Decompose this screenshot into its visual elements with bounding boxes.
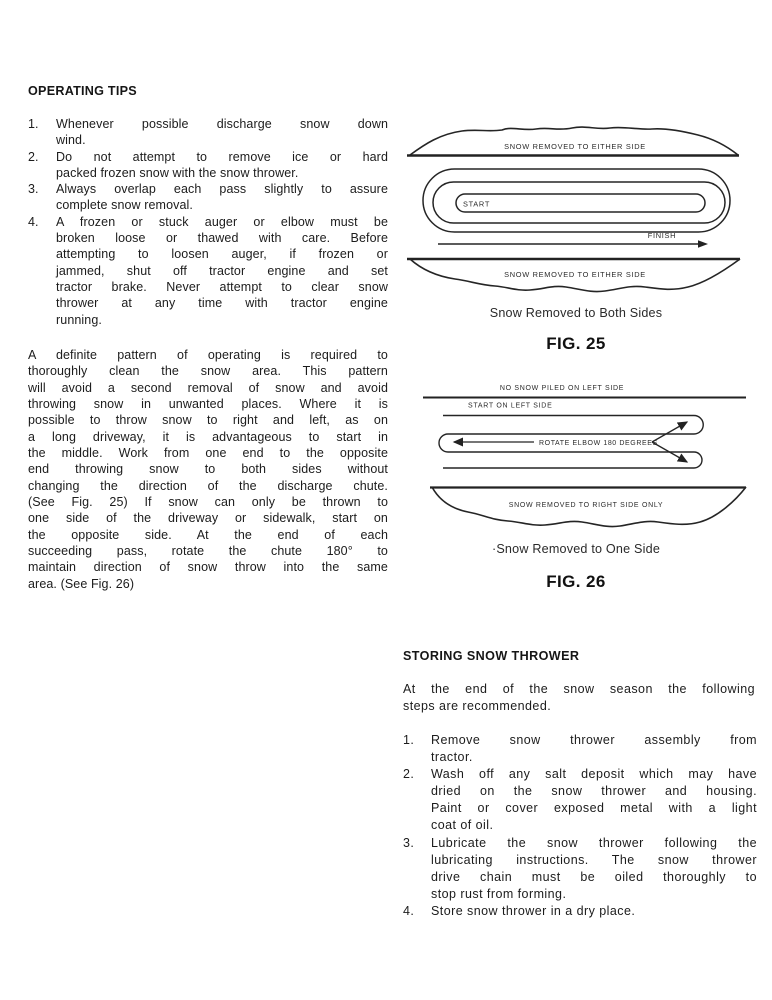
paragraph-line: area. (See Fig. 26) [28,576,135,591]
list-item-text [56,149,388,182]
fig25-top-snow-pile [407,127,739,155]
list-item-line: thrower at any time with tractor engine [56,296,388,311]
list-item [403,732,757,766]
list-item [28,214,388,328]
paragraph-line: the opposite side. At the end of each [28,527,388,542]
list-item-line: coat of oil. [431,818,494,833]
list-item-line: lubricating instructions. The snow thrower [431,852,757,867]
list-item-text [56,214,388,328]
paragraph-line: changing the direction of the discharge chute. [28,478,388,493]
fig26-serpentine-path [439,416,703,469]
list-item-line: Do not attempt to remove ice or hard [56,149,388,164]
fig26-snow-pile [430,487,746,527]
list-item-line: A frozen or stuck auger or elbow must be [56,214,388,229]
fig26-rotate-label: ROTATE ELBOW 180 DEGREES [539,440,658,447]
list-item-line: jammed, shut off tractor engine and set [56,263,388,278]
list-item-line: tractor brake. Never attempt to clear snow [56,279,388,294]
fig26-snow-label: SNOW REMOVED TO RIGHT SIDE ONLY [508,502,664,509]
operating-pattern-paragraph [28,347,388,592]
list-item [28,181,388,214]
list-item-number: 3. [28,182,39,197]
list-item-line: running. [56,312,102,327]
list-item-line: stop rust from forming. [431,886,567,901]
list-item-line: Lubricate the snow thrower following the [431,835,757,850]
fig26-caption: ·Snow Removed to One Side [491,542,661,556]
list-item-line: drive chain must be oiled thoroughly to [431,869,757,884]
list-item-line: packed frozen snow with the snow thrower. [56,165,299,180]
list-item-line: Wash off any salt deposit which may have [431,767,757,782]
list-item-text [56,116,388,149]
list-item-line: Store snow thrower in a dry place. [431,903,636,918]
paragraph-line: steps are recommended. [403,699,552,713]
paragraph-line: will avoid a second removal of snow and avoid [28,380,388,395]
storing-intro-paragraph [403,681,755,715]
list-item-text [431,732,757,766]
list-item-line: Remove snow thrower assembly from [431,733,757,747]
list-item-number: 1. [403,733,415,747]
fig26-no-snow-label: NO SNOW PILED ON LEFT SIDE [499,385,625,392]
fig25-bottom-snow-pile [407,259,740,292]
paragraph-line: (See Fig. 25) If snow can only be thrown to [28,495,388,510]
paragraph-line: succeeding pass, rotate the chute 180° to [28,544,388,559]
spiral-inner-loop [456,194,705,212]
list-item-text [431,835,757,903]
list-item-number: 4. [403,903,415,918]
fig25-caption: Snow Removed to Both Sides [489,306,663,320]
list-item-line: Paint or cover exposed metal with a light [431,801,757,816]
list-item-line: Always overlap each pass slightly to assure [56,182,388,197]
paragraph-line: end throwing snow to both sides without [28,462,388,477]
paragraph-line: one side of the driveway or sidewalk, start on [28,511,388,526]
list-item [403,903,757,920]
paragraph-line: A definite pattern of operating is required to [28,348,388,362]
finish-arrowhead-icon [698,240,708,247]
list-item-line: wind. [56,133,86,148]
list-item-number: 1. [28,117,39,131]
list-item [403,766,757,834]
turn-arrow-up-icon [652,422,687,442]
list-item-number: 2. [403,767,415,782]
fig26-label: FIG. 26 [546,572,606,591]
storing-steps-list [403,732,757,920]
fig25-finish-label: FINISH [647,231,677,240]
list-item-number: 3. [403,835,415,850]
list-item-number: 4. [28,214,39,229]
fig25-bottom-snow-label: SNOW REMOVED TO EITHER SIDE [504,270,646,279]
storing-heading: STORING SNOW THROWER [403,649,580,663]
paragraph-line: At the end of the snow season the following [403,682,755,696]
list-item-line: dried on the snow thrower and housing. [431,784,757,799]
paragraph-line: throwing snow in unwanted places. Where it is [28,397,388,412]
list-item-text [431,903,757,920]
fig26-diagram [400,376,756,536]
list-item-number: 2. [28,149,39,164]
list-item [28,149,388,182]
list-item-line: complete snow removal. [56,198,193,213]
list-item-line: Whenever possible discharge snow down [56,117,388,131]
fig25-top-snow-label: SNOW REMOVED TO EITHER SIDE [504,142,646,151]
fig26-start-label: START ON LEFT SIDE [468,402,553,410]
list-item-line: attempting to loosen auger, if frozen or [56,247,388,262]
fig25-spiral-path [423,169,730,248]
paragraph-line: possible to throw snow to right and left, as on [28,413,388,428]
paragraph-line: maintain direction of snow throw into the same [28,560,388,575]
paragraph-line: the middle. Work from one end to the opposite [28,446,388,461]
paragraph-line: thoroughly clean the snow area. This pattern [28,364,388,379]
fig25-start-label: START [463,199,491,209]
list-item-text [56,181,388,214]
list-item-line: tractor. [431,750,473,765]
list-item [403,835,757,903]
list-item-text [431,766,757,834]
list-item-line: broken loose or thawed with care. Before [56,231,388,246]
fig25-label: FIG. 25 [546,334,606,353]
operating-tips-heading: OPERATING TIPS [28,84,137,98]
fig25-diagram [400,118,756,300]
paragraph-line: a long driveway, it is advantageous to start in [28,429,388,444]
list-item [28,116,388,149]
operating-tips-list [28,116,388,328]
